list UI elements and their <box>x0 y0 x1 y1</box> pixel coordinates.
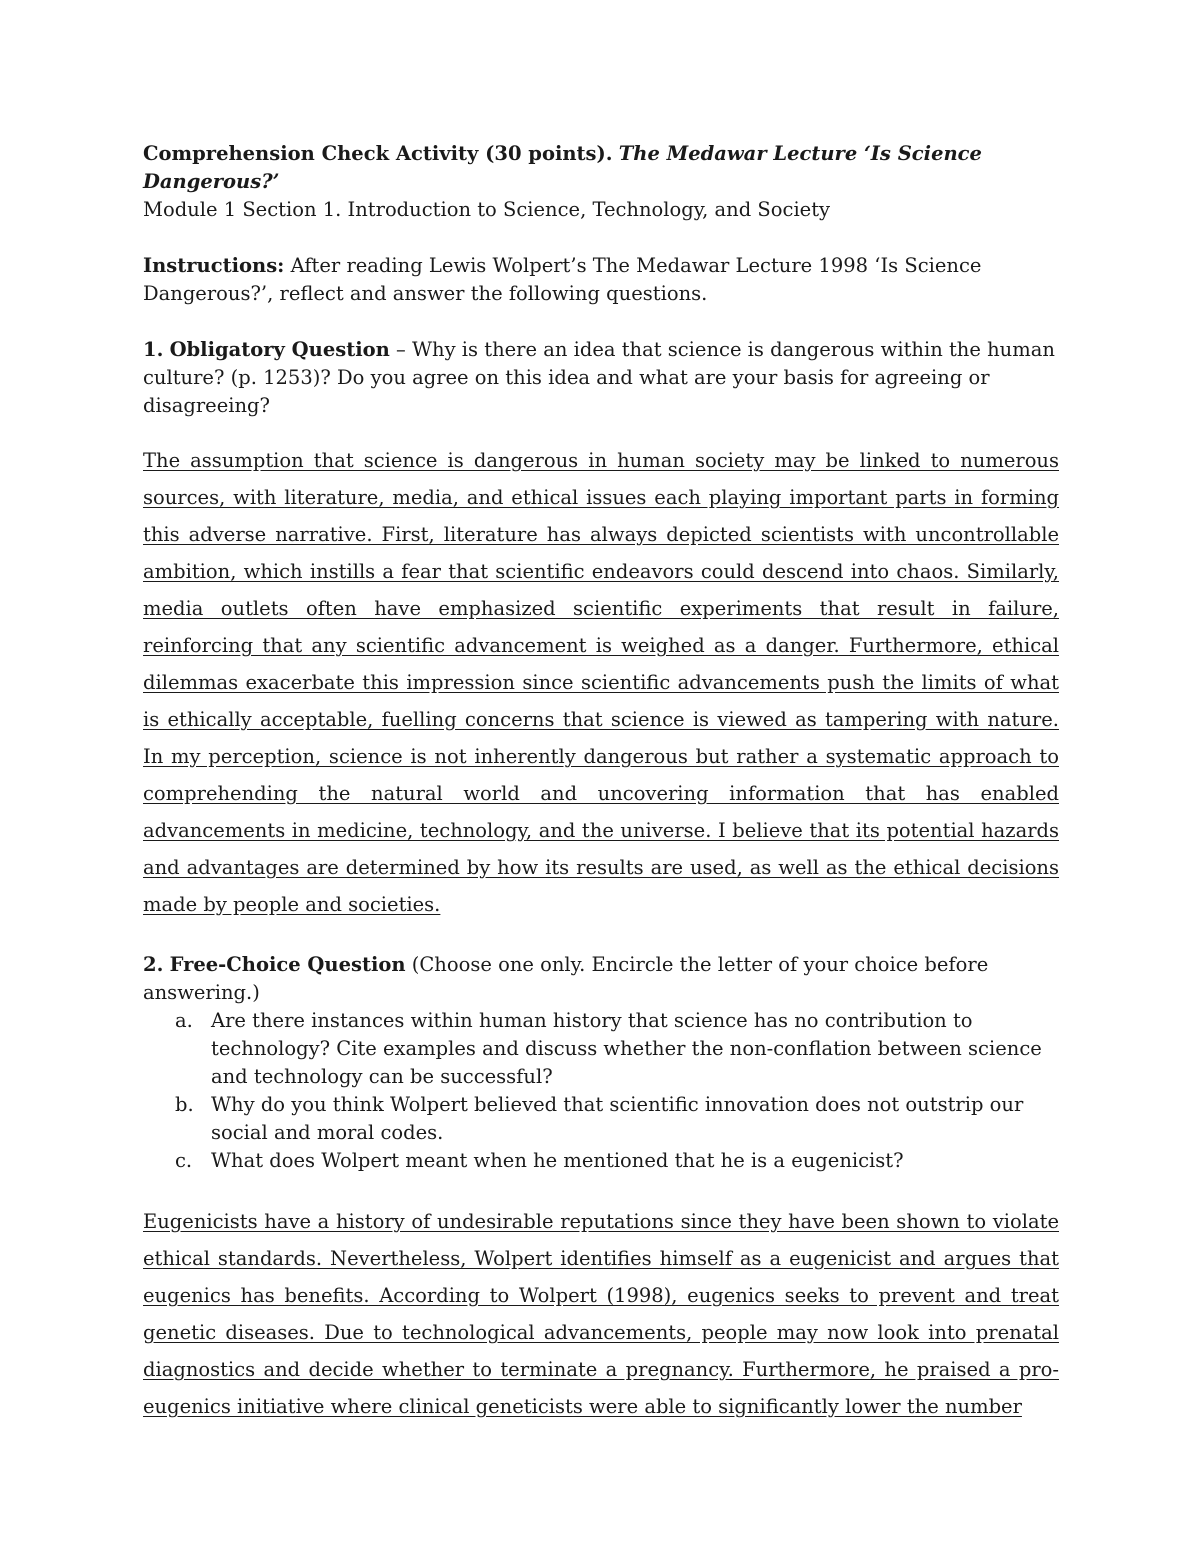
question-1 <box>143 336 1059 420</box>
question-2-text: (Choose one only. Encircle the letter of your choice before answering.) <box>143 953 989 1004</box>
choice-text: What does Wolpert meant when he mentioned that he is a eugenicist? <box>211 1149 904 1172</box>
choice-letter: c. <box>175 1149 193 1172</box>
lecture-title: The Medawar Lecture ‘Is Science Dangerous?’ <box>143 142 982 193</box>
choice-a <box>143 1007 1059 1091</box>
choice-text: Why do you think Wolpert believed that scientific innovation does not outstrip our social and moral codes. <box>211 1093 1024 1144</box>
instructions <box>143 252 1059 308</box>
module-line: Module 1 Section 1. Introduction to Science, Technology, and Society <box>143 198 831 221</box>
question-1-label: Obligatory Question <box>169 338 390 361</box>
question-2-label: Free-Choice Question <box>169 953 406 976</box>
question-1-text: – Why is there an idea that science is dangerous within the human culture? (p. 1253)? Do you agree on this idea and what are your basis for agreeing or disagreeing? <box>143 338 1055 417</box>
activity-title: Comprehension Check Activity (30 points). <box>143 142 613 165</box>
choice-text: Are there instances within human history that science has no contribution to technology? Cite examples and discuss whether the non-conflation between science and technology can be successful? <box>211 1009 1042 1088</box>
choice-letter: b. <box>175 1093 194 1116</box>
choice-list <box>143 1007 1059 1175</box>
choice-b <box>143 1091 1059 1147</box>
instructions-label: Instructions: <box>143 254 285 277</box>
choice-letter: a. <box>175 1009 193 1032</box>
document-page <box>143 140 1059 1425</box>
instructions-text: After reading Lewis Wolpert’s The Medawar Lecture 1998 ‘Is Science Dangerous?’, reflect and answer the following questions. <box>143 254 982 305</box>
question-1-answer: The assumption that science is dangerous in human society may be linked to numerous sources, with literature, media, and ethical issues each playing important parts in forming this adverse narrative. First, literature has always depicted scientists with uncontrollable ambition, which instills a fear that scientific endeavors could descend into chaos. Similarly, media outlets often have emphasized scientific experiments that result in failure, reinforcing that any scientific advancement is weighed as a danger. Furthermore, ethical dilemmas exacerbate this impression since scientific advancements push the limits of what is ethically acceptable, fuelling concerns that science is viewed as tampering with nature. In my perception, science is not inherently dangerous but rather a systematic approach to comprehending the natural world and uncovering information that has enabled advancements in medicine, technology, and the universe. I believe that its potential hazards and advantages are determined by how its results are used, as well as the ethical decisions made by people and societies. <box>143 449 1059 916</box>
question-2-number: 2. <box>143 953 164 976</box>
question-2 <box>143 951 1059 1007</box>
document-title <box>143 140 1059 196</box>
question-2-answer: Eugenicists have a history of undesirable reputations since they have been shown to violate ethical standards. Nevertheless, Wolpert identifies himself as a eugenicist and argues that eugenics has benefits. According to Wolpert (1998), eugenics seeks to prevent and treat genetic diseases. Due to technological advancements, people may now look into prenatal diagnostics and decide whether to terminate a pregnancy. Furthermore, he praised a pro-eugenics initiative where clinical geneticists were able to significantly lower the number <box>143 1210 1059 1418</box>
choice-c <box>143 1147 1059 1175</box>
question-1-number: 1. <box>143 338 164 361</box>
